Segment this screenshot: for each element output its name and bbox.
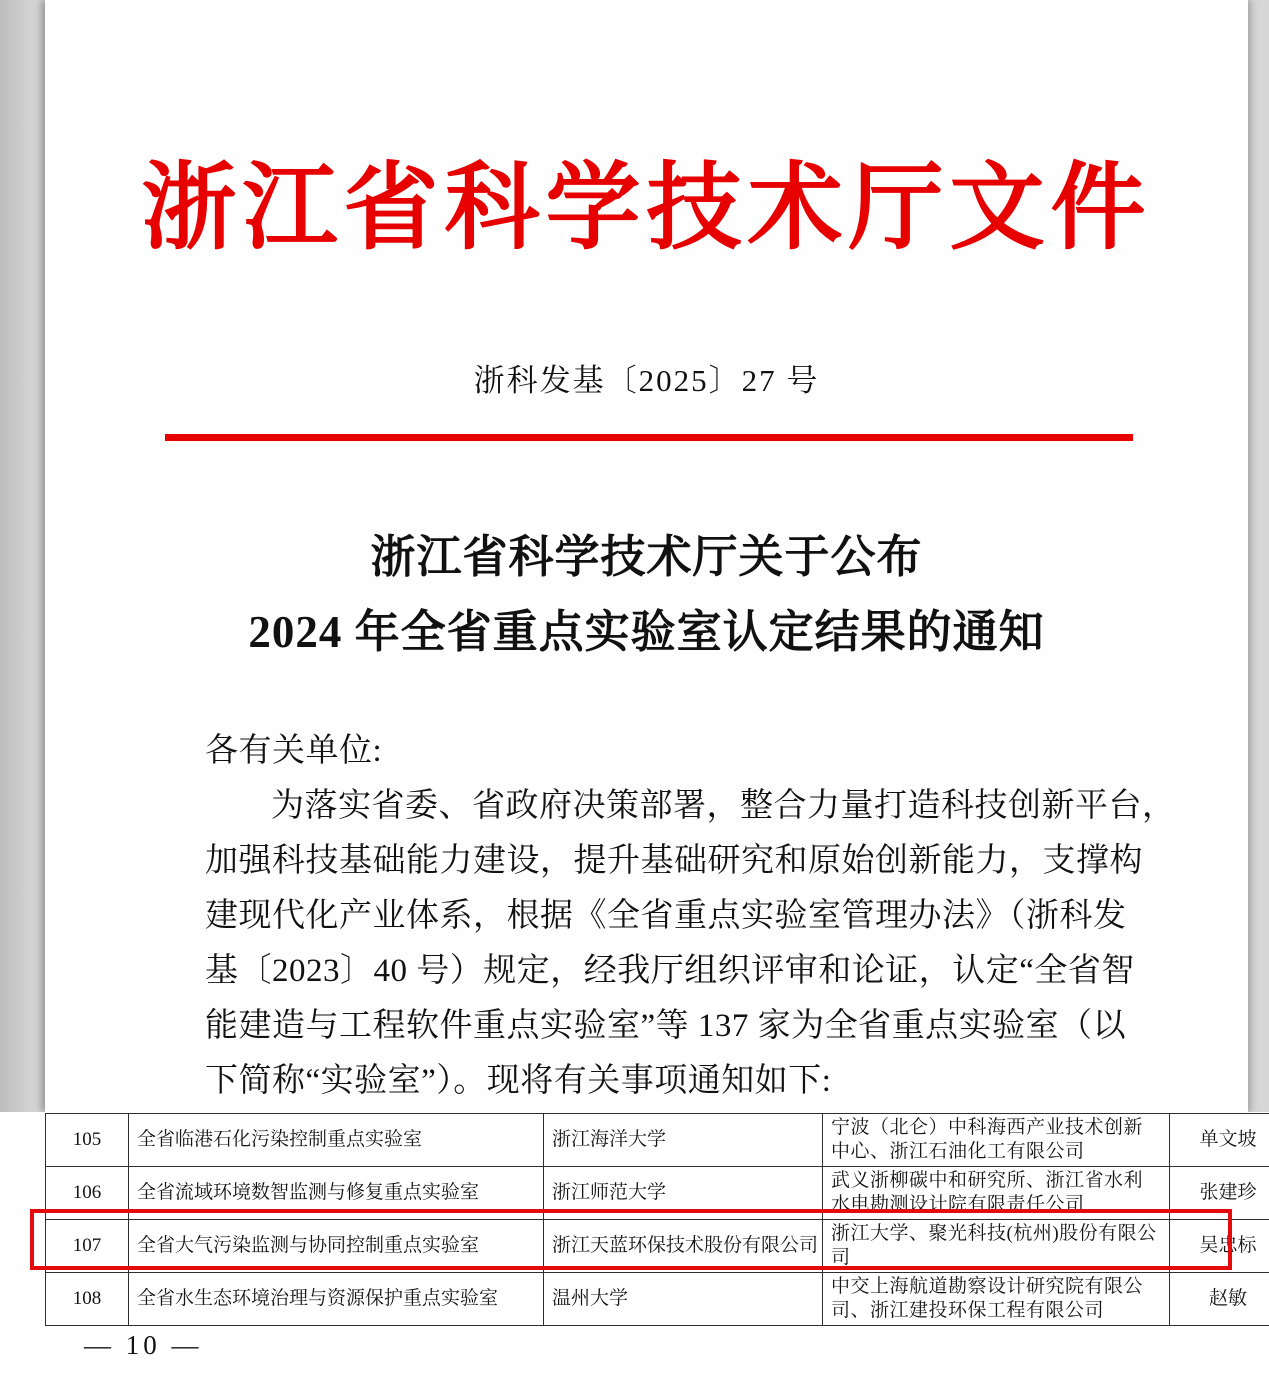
row-number-cell: 105 [46,1114,129,1167]
notice-title-line1: 浙江省科学技术厅关于公布 [370,532,923,582]
body-line: 下简称“实验室”）。现将有关事项通知如下: [205,1063,832,1099]
body-paragraph [205,724,1176,1109]
partner-orgs-cell: 中交上海航道勘察设计研究院有限公司、浙江建投环保工程有限公司 [823,1273,1170,1326]
row-107-red-highlight-box [30,1209,1232,1270]
row-number-cell: 107 [46,1220,129,1273]
page-number: — 10 — [84,1330,203,1360]
document-page [45,0,1248,1112]
host-org-cell: 浙江师范大学 [544,1167,823,1220]
body-line: 基〔2023〕40 号）规定，经我厅组织评审和论证，认定“全省智 [205,953,1135,989]
lab-name-cell: 全省大气污染监测与协同控制重点实验室 [129,1220,544,1273]
document-number: 浙科发基〔2025〕27 号 [473,363,820,398]
director-cell: 赵敏 [1170,1273,1269,1326]
notice-title [45,520,1248,670]
host-org-cell: 浙江天蓝环保技术股份有限公司 [544,1220,823,1273]
notice-title-line2: 2024 年全省重点实验室认定结果的通知 [248,607,1045,657]
agency-letterhead-title: 浙江省科学技术厅文件 [141,155,1152,261]
table-row-105 [46,1114,1269,1167]
partner-orgs-cell: 浙江大学、聚光科技(杭州)股份有限公司 [823,1220,1170,1273]
director-cell: 吴忠标 [1170,1220,1269,1273]
table-row-108 [46,1273,1269,1326]
host-org-cell: 温州大学 [544,1273,823,1326]
partner-orgs-cell: 武义浙柳碳中和研究所、浙江省水利水电勘测设计院有限责任公司 [823,1167,1170,1220]
partner-orgs-cell: 宁波（北仑）中科海西产业技术创新中心、浙江石油化工有限公司 [823,1114,1170,1167]
lab-name-cell: 全省流域环境数智监测与修复重点实验室 [129,1167,544,1220]
director-cell: 单文坡 [1170,1114,1269,1167]
director-cell: 张建珍 [1170,1167,1269,1220]
lab-name-cell: 全省水生态环境治理与资源保护重点实验室 [129,1273,544,1326]
red-divider-line [165,434,1133,441]
body-line: 为落实省委、省政府决策部署，整合力量打造科技创新平台， [271,788,1176,824]
body-line: 建现代化产业体系，根据《全省重点实验室管理办法》（浙科发 [205,898,1127,934]
salutation: 各有关单位: [205,733,383,769]
row-number-cell: 106 [46,1167,129,1220]
laboratory-table-section [0,1112,1269,1386]
lab-name-cell: 全省临港石化污染控制重点实验室 [129,1114,544,1167]
row-number-cell: 108 [46,1273,129,1326]
body-line: 加强科技基础能力建设，提升基础研究和原始创新能力，支撑构 [205,843,1143,879]
body-line: 能建造与工程软件重点实验室”等 137 家为全省重点实验室（以 [205,1008,1127,1044]
host-org-cell: 浙江海洋大学 [544,1114,823,1167]
